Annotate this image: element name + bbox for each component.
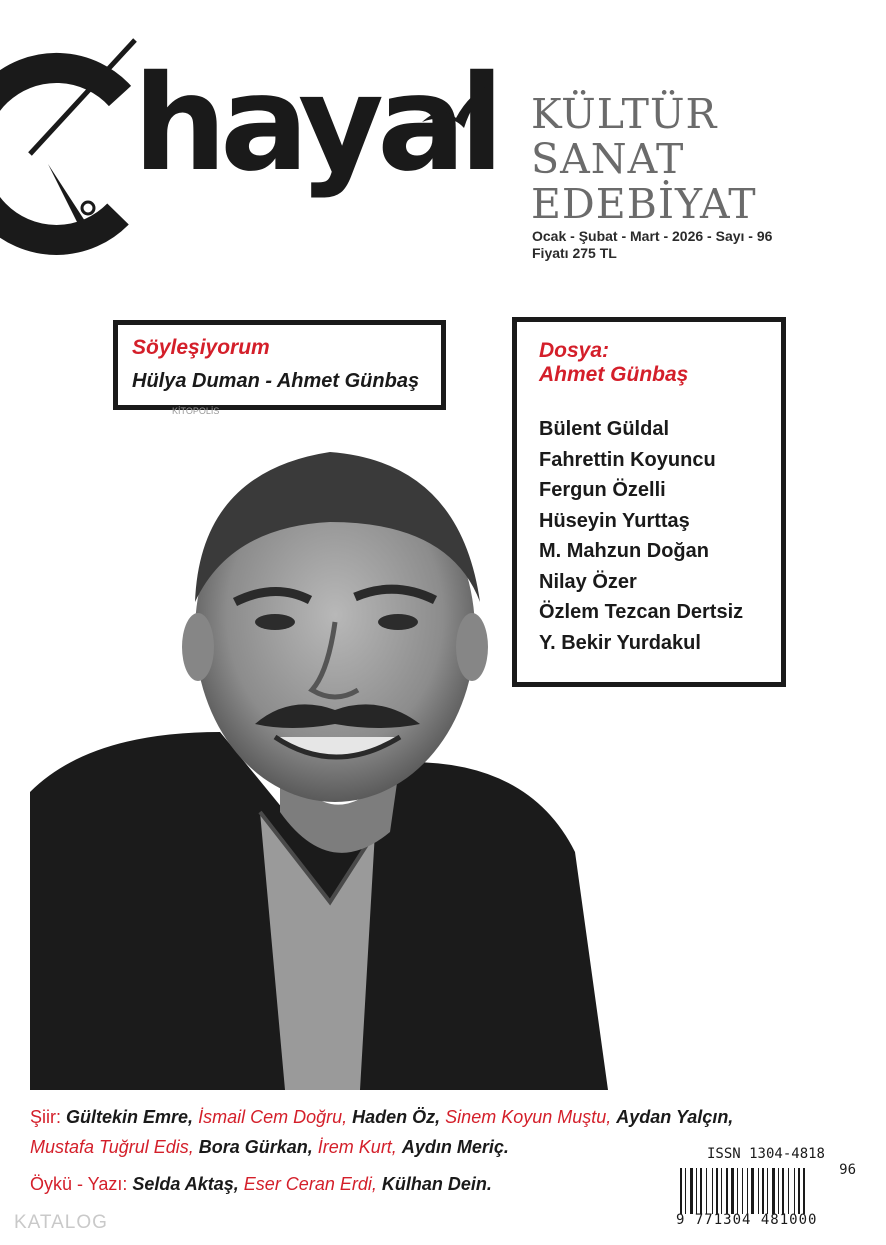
tagline-kultur: KÜLTÜR: [531, 90, 718, 138]
publisher-stamp: KİTOPOLİS: [172, 406, 220, 416]
barcode-icon: [680, 1168, 830, 1214]
contributor-item: Fergun Özelli: [539, 479, 666, 501]
interview-title: Söyleşiyorum: [132, 336, 270, 359]
contributor-item: M. Mahzun Doğan: [539, 540, 709, 562]
barcode-issue-code: 96: [839, 1162, 856, 1178]
logo-wordmark: hayal: [133, 47, 498, 201]
author-name: Mustafa Tuğrul Edis,: [30, 1137, 194, 1157]
author-name: Gültekin Emre,: [66, 1107, 194, 1127]
author-name: İsmail Cem Doğru,: [198, 1107, 348, 1127]
poetry-line-2: [30, 1132, 733, 1162]
poetry-line-1: [30, 1102, 733, 1132]
author-name: Haden Öz,: [352, 1107, 441, 1127]
barcode-block: [676, 1146, 856, 1228]
dossier-title-name: Ahmet Günbaş: [539, 363, 689, 386]
bird-icon: [420, 82, 494, 142]
logo-pen-emblem: [0, 36, 150, 268]
poetry-credits: [30, 1102, 733, 1162]
prose-label: Öykü - Yazı:: [30, 1174, 128, 1194]
author-name: Eser Ceran Erdi,: [243, 1174, 377, 1194]
interview-subtitle: Hülya Duman - Ahmet Günbaş: [132, 370, 420, 392]
contributor-item: Özlem Tezcan Dertsiz: [539, 601, 744, 623]
prose-credits: [30, 1174, 492, 1195]
contributor-item: Y. Bekir Yurdakul: [539, 631, 701, 654]
author-name: Aydın Meriç.: [401, 1137, 509, 1157]
contributor-item: Bülent Güldal: [539, 418, 669, 440]
catalog-watermark: KATALOG: [14, 1212, 108, 1233]
contributor-item: Nilay Özer: [539, 570, 637, 593]
contributor-item: Fahrettin Koyuncu: [539, 448, 716, 471]
tagline-edebiyat: EDEBİYAT: [531, 180, 757, 228]
author-name: Aydan Yalçın,: [616, 1107, 734, 1127]
masthead-tagline: [531, 92, 757, 227]
cover-portrait-photo: [30, 432, 608, 1090]
ean-number: 9 771304 481000: [676, 1212, 818, 1228]
contributor-item: Hüseyin Yurttaş: [539, 509, 690, 532]
author-name: Bora Gürkan,: [198, 1137, 313, 1157]
author-name: Selda Aktaş,: [132, 1174, 239, 1194]
tagline-sanat: SANAT: [531, 135, 685, 183]
issn-number: ISSN 1304-4818: [706, 1146, 825, 1162]
issue-date: Ocak - Şubat - Mart - 2026 - Sayı - 96: [532, 228, 773, 244]
author-name: Külhan Dein.: [381, 1174, 492, 1194]
author-name: Sinem Koyun Muştu,: [445, 1107, 612, 1127]
issue-price: Fiyatı 275 TL: [532, 245, 617, 261]
dossier-title-label: Dosya:: [539, 339, 610, 362]
interview-box: [113, 320, 446, 410]
author-name: İrem Kurt,: [317, 1137, 397, 1157]
issue-info: [532, 228, 772, 262]
poetry-label: Şiir:: [30, 1107, 61, 1127]
